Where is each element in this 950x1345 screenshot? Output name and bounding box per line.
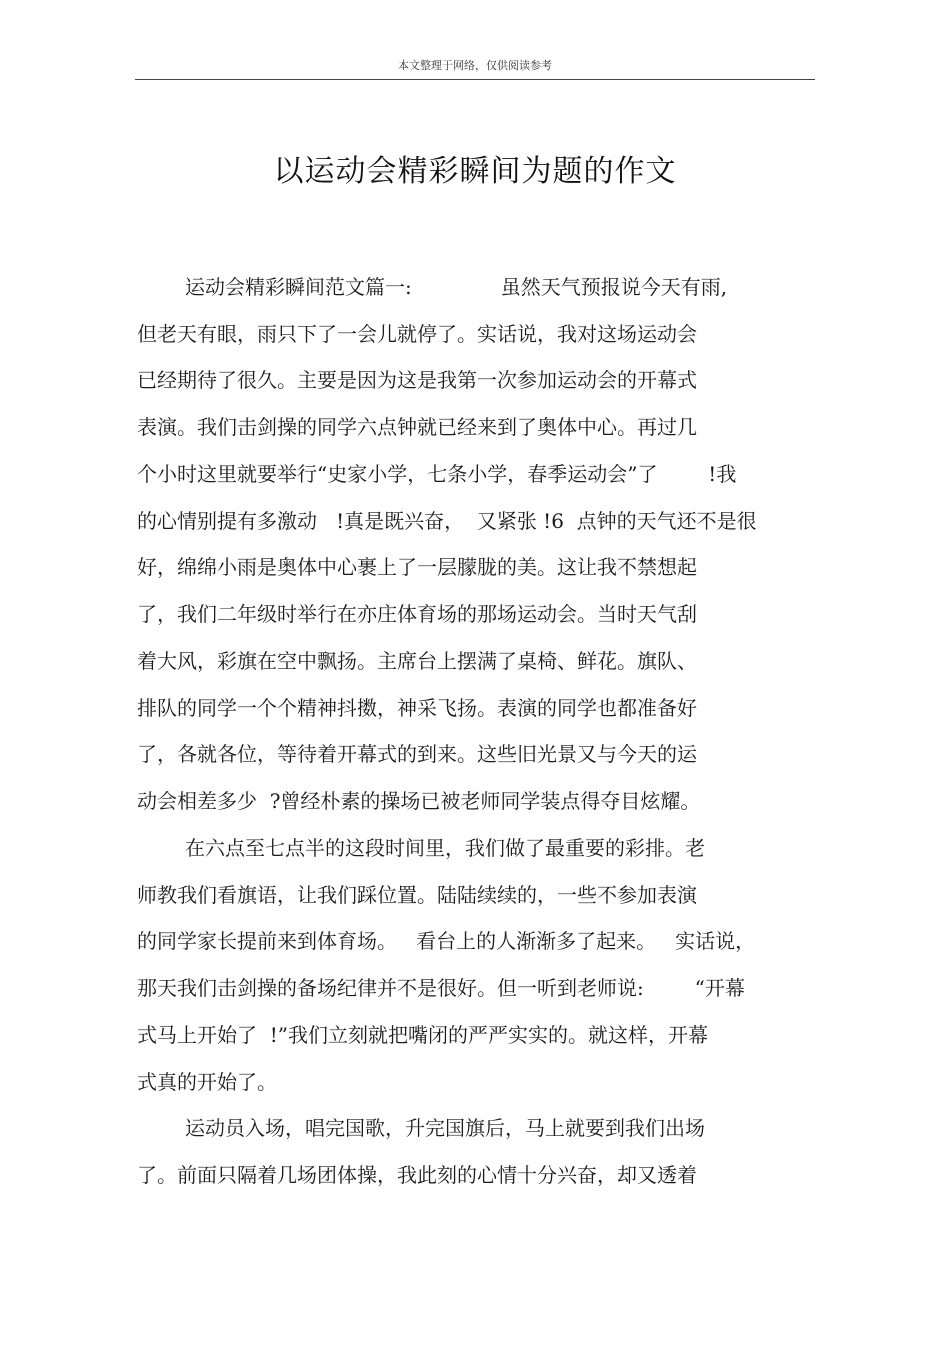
paragraph-line: 排队的同学一个个精神抖擞，神采飞扬。表演的同学也都准备好: [137, 696, 697, 720]
paragraph-line: 师教我们看旗语，让我们踩位置。陆陆续续的，一些不参加表演: [137, 883, 697, 907]
paragraph-line: 在六点至七点半的这段时间里，我们做了最重要的彩排。老: [185, 836, 705, 860]
paragraph-line: 那天我们击剑操的备场纪律并不是很好。但一听到老师说: “开幕: [137, 976, 745, 1000]
paragraph-line: 表演。我们击剑操的同学六点钟就已经来到了奥体中心。再过几: [137, 415, 697, 439]
paragraph-line: 动会相差多少 ?曾经朴素的操场已被老师同学装点得夺目炫耀。: [137, 789, 701, 813]
paragraph-line: 但老天有眼，雨只下了一会儿就停了。实话说，我对这场运动会: [137, 322, 697, 346]
page-header: 本文整理于网络，仅供阅读参考: [398, 59, 552, 72]
document-title: 以运动会精彩瞬间为题的作文: [273, 154, 677, 189]
paragraph-line: 着大风，彩旗在空中飘扬。主席台上摆满了桌椅、鲜花。旗队、: [137, 649, 697, 673]
paragraph-line: 运动会精彩瞬间范文篇一: 虽然天气预报说今天有雨,: [185, 275, 728, 299]
paragraph-line: 好，绵绵小雨是奥体中心裹上了一层朦胧的美。这让我不禁想起: [137, 555, 697, 579]
paragraph-line: 的同学家长提前来到体育场。 看台上的人渐渐多了起来。 实话说，: [137, 929, 756, 953]
paragraph-line: 式真的开始了。: [137, 1070, 277, 1094]
header-divider: [135, 79, 815, 80]
paragraph-line: 了，各就各位，等待着开幕式的到来。这些旧光景又与今天的运: [137, 742, 697, 766]
paragraph-line: 已经期待了很久。主要是因为这是我第一次参加运动会的开幕式: [137, 368, 697, 392]
paragraph-line: 个小时这里就要举行“史家小学，七条小学，春季运动会”了 !我: [137, 462, 737, 486]
paragraph-line: 了，我们二年级时举行在亦庄体育场的那场运动会。当时天气刮: [137, 602, 697, 626]
paragraph-line: 的心情别提有多激动 !真是既兴奋， 又紧张 !6 点钟的天气还不是很: [137, 509, 757, 533]
paragraph-line: 运动员入场，唱完国歌，升完国旗后，马上就要到我们出场: [185, 1116, 705, 1140]
paragraph-line: 式马上开始了 !”我们立刻就把嘴闭的严严实实的。就这样，开幕: [137, 1023, 708, 1047]
paragraph-line: 了。前面只隔着几场团体操，我此刻的心情十分兴奋，却又透着: [137, 1163, 697, 1187]
